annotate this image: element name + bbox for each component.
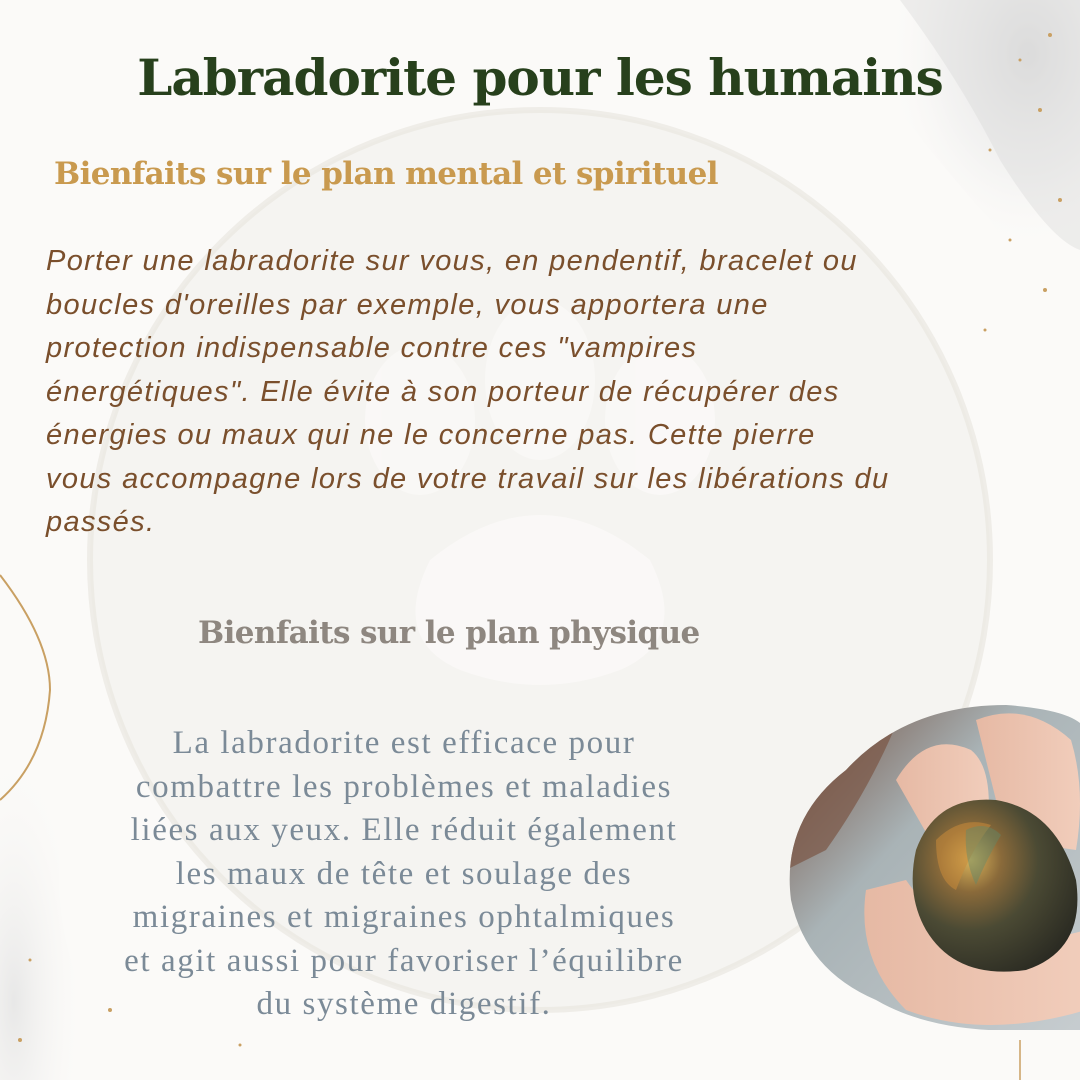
labradorite-stone-photo: [786, 700, 1080, 1030]
physical-text-line: migraines et migraines ophtalmiques: [132, 899, 676, 935]
mental-text-line: boucles d'oreilles par exemple, vous apportera une: [46, 288, 769, 321]
mental-text-line: vous accompagne lors de votre travail sur les libérations du: [46, 462, 890, 495]
physical-text-line: du système digestif.: [256, 986, 552, 1022]
mental-text-line: protection indispensable contre ces "vampires: [46, 332, 698, 364]
mental-text-line: Porter une labradorite sur vous, en pendentif, bracelet ou: [46, 245, 858, 277]
mental-section-text: [46, 240, 1056, 545]
physical-text-line: combattre les problèmes et maladies: [135, 768, 673, 805]
page-title: Labradorite pour les humains: [137, 48, 943, 107]
mental-text-line: énergies ou maux qui ne le concerne pas. Cette pierre: [46, 419, 816, 451]
physical-text-line: et agit aussi pour favoriser l’équilibre: [124, 942, 684, 979]
mental-text-line: énergétiques". Elle évite à son porteur de récupérer des: [46, 375, 840, 408]
physical-text-line: La labradorite est efficace pour: [172, 725, 636, 761]
physical-text-line: liées aux yeux. Elle réduit également: [130, 812, 678, 848]
mental-text-line: passés.: [46, 506, 156, 538]
physical-text-line: les maux de tête et soulage des: [175, 855, 633, 892]
physical-section-heading: Bienfaits sur le plan physique: [198, 615, 700, 651]
mental-section-heading: Bienfaits sur le plan mental et spirituel: [54, 156, 718, 192]
physical-section-text: [44, 722, 764, 1027]
